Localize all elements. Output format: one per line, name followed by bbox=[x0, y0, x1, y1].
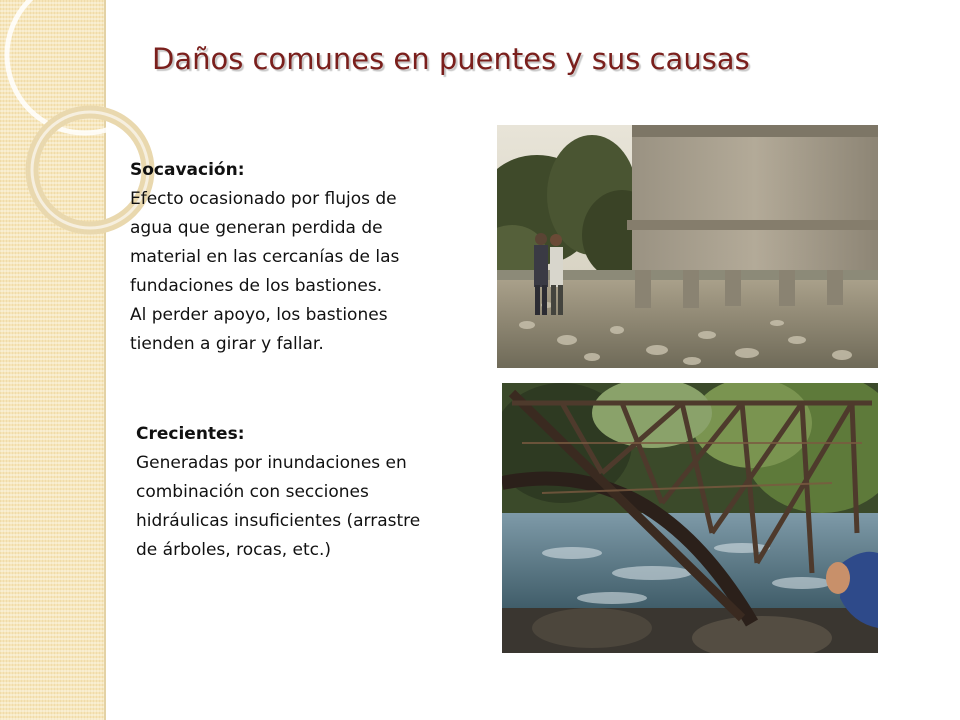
scour-heading: Socavación: bbox=[130, 160, 245, 180]
scour-line: agua que generan perdida de bbox=[130, 218, 383, 238]
scour-section bbox=[130, 156, 399, 359]
scour-line: tienden a girar y fallar. bbox=[130, 334, 324, 354]
collapsed-truss-bridge-photo bbox=[502, 383, 878, 653]
flood-line: de árboles, rocas, etc.) bbox=[136, 540, 332, 560]
bridge-pier-scour-photo bbox=[497, 125, 878, 368]
flood-section bbox=[136, 420, 420, 565]
flood-heading: Crecientes: bbox=[136, 424, 245, 444]
scour-line: Efecto ocasionado por flujos de bbox=[130, 189, 397, 209]
flood-line: Generadas por inundaciones en bbox=[136, 453, 407, 473]
scour-line: material en las cercanías de las bbox=[130, 247, 400, 267]
scour-line: Al perder apoyo, los bastiones bbox=[130, 305, 388, 325]
scour-line: fundaciones de los bastiones. bbox=[130, 276, 383, 296]
flood-line: combinación con secciones bbox=[136, 482, 369, 502]
flood-line: hidráulicas insuficientes (arrastre bbox=[136, 511, 421, 531]
slide-title: Daños comunes en puentes y sus causas bbox=[152, 42, 750, 76]
